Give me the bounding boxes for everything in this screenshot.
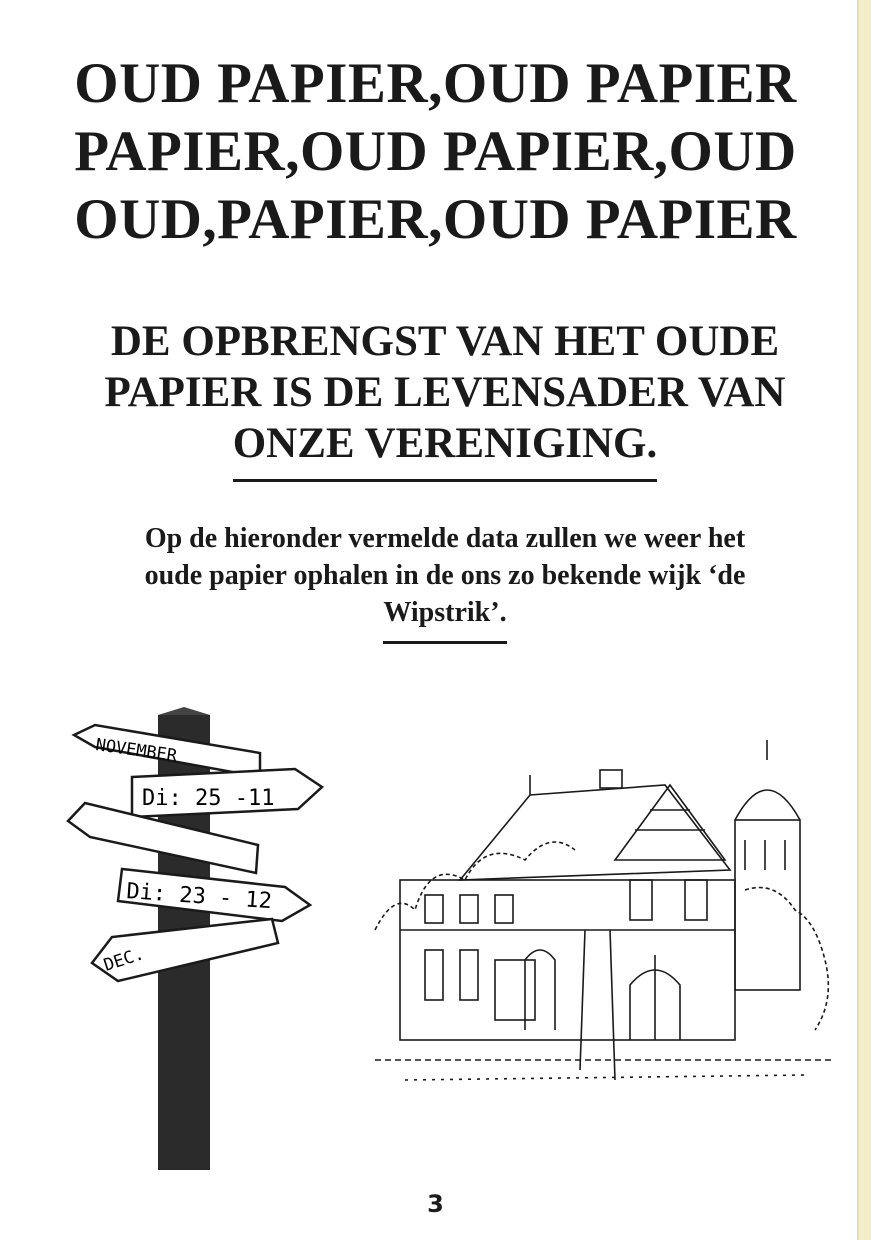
subheading-line-1: DE OPBRENGST VAN HET OUDE	[110, 318, 780, 365]
headline-line-1: OUD PAPIER,OUD PAPIER	[74, 52, 797, 115]
headline-line-3: OUD,PAPIER,OUD PAPIER	[74, 188, 797, 251]
sign-date-november-text: Di: 25 -11	[142, 786, 275, 811]
sign-november-text: NOVEMBER	[94, 735, 179, 767]
signpost-illustration	[60, 705, 330, 1175]
headline-line-2: PAPIER,OUD PAPIER,OUD	[74, 120, 797, 183]
subheading	[0, 316, 871, 482]
intro-line-3: Wipstrik’.	[383, 594, 506, 644]
intro-line-1: Op de hieronder vermelde data zullen we weer het	[144, 523, 746, 554]
headline	[0, 50, 871, 254]
intro-line-2: oude papier ophalen in de ons zo bekende wijk ‘de	[144, 560, 746, 591]
sign-dec-text: DEC.	[101, 944, 147, 976]
subheading-line-2: PAPIER IS DE LEVENSADER VAN	[104, 369, 786, 416]
subheading-line-3: ONZE VERENIGING.	[233, 418, 658, 482]
sign-date-december-text: Di: 23 - 12	[125, 879, 273, 915]
page-number: 3	[427, 1190, 444, 1218]
building-illustration	[365, 730, 845, 1110]
intro-text	[0, 520, 871, 644]
